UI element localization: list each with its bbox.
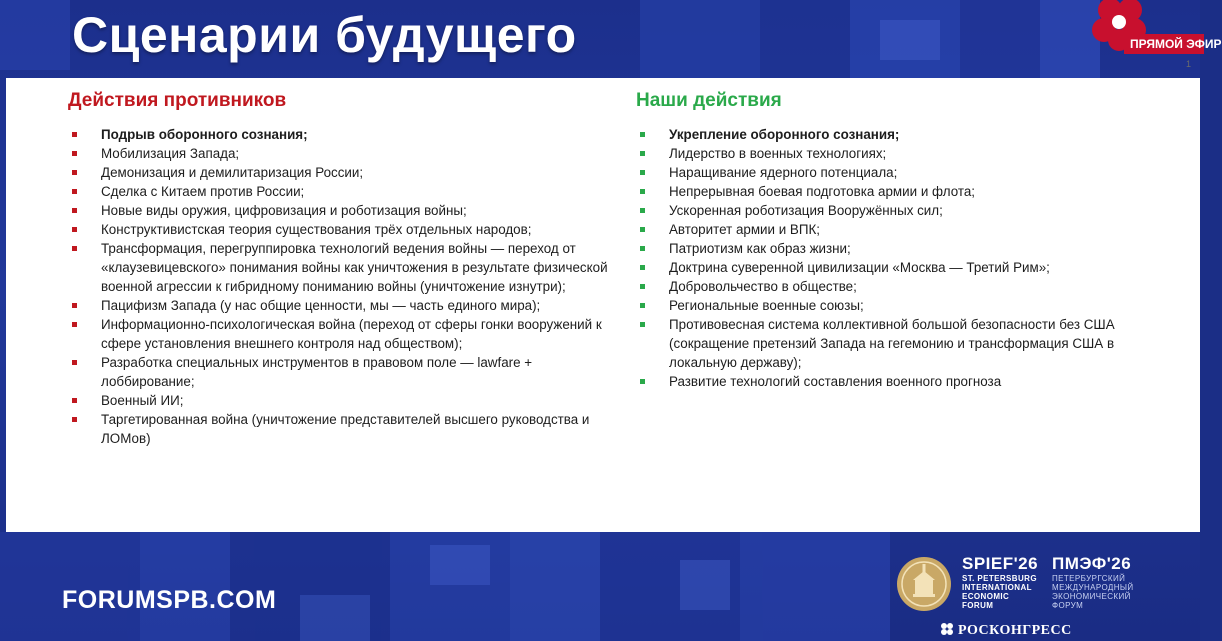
- live-broadcast-logo: [1088, 0, 1222, 56]
- list-item: Сделка с Китаем против России;: [68, 182, 608, 201]
- list-item: Подрыв оборонного сознания;: [68, 125, 608, 144]
- list-item: Конструктивистская теория существования трёх отдельных народов;: [68, 220, 608, 239]
- spief-en-line: INTERNATIONAL: [962, 583, 1032, 592]
- list-item: Наращивание ядерного потенциала;: [636, 163, 1156, 182]
- list-item: Добровольчество в обществе;: [636, 277, 1156, 296]
- list-item: Противовесная система коллективной большой безопасности без США (сокращение претензий Запада на гегемонию и трансформация США в локальную державу);: [636, 315, 1156, 372]
- list-item: Пацифизм Запада (у нас общие ценности, мы — часть единого мира);: [68, 296, 608, 315]
- list-item: Трансформация, перегруппировка технологий ведения войны — переход от «клаузевицевского» понимания войны как уничтожения в результате физической военной агрессии к гибридному пониманию войны (уничтожение изнутри);: [68, 239, 608, 296]
- spief-en-title: SPIEF'26: [962, 554, 1039, 573]
- live-badge: ПРЯМОЙ ЭФИР: [1124, 34, 1204, 54]
- roscongress-icon: [940, 622, 954, 636]
- roscongress-label: РОСКОНГРЕСС: [958, 623, 1072, 638]
- list-item: Укрепление оборонного сознания;: [636, 125, 1156, 144]
- forum-emblem-icon: [896, 556, 952, 612]
- spief-en-line: ECONOMIC: [962, 592, 1010, 601]
- corner-number: 1: [1186, 59, 1192, 69]
- spief-ru-line: ЭКОНОМИЧЕСКИЙ: [1052, 592, 1131, 601]
- list-item: Информационно-психологическая война (переход от сферы гонки вооружений к сфере установления внешнего контроля над обществом);: [68, 315, 608, 353]
- list-item: Доктрина суверенной цивилизации «Москва — Третий Рим»;: [636, 258, 1156, 277]
- roscongress-logo: [940, 622, 1072, 639]
- list-item: Мобилизация Запада;: [68, 144, 608, 163]
- spief-en-logo: [962, 554, 1038, 610]
- list-item: Непрерывная боевая подготовка армии и флота;: [636, 182, 1156, 201]
- list-item: Развитие технологий составления военного прогноза: [636, 372, 1156, 391]
- list-item: Новые виды оружия, цифровизация и роботизация войны;: [68, 201, 608, 220]
- content-panel: [6, 78, 1200, 532]
- spief-ru-line: ПЕТЕРБУРГСКИЙ: [1052, 574, 1126, 583]
- spief-ru-logo: [1052, 554, 1134, 610]
- list-item: Патриотизм как образ жизни;: [636, 239, 1156, 258]
- opponents-column: [68, 90, 608, 448]
- list-item: Демонизация и демилитаризация России;: [68, 163, 608, 182]
- slide-title: Сценарии будущего: [72, 7, 577, 63]
- list-item: Таргетированная война (уничтожение представителей высшего руководства и ЛОМов): [68, 410, 608, 448]
- spief-ru-title: ПМЭФ'26: [1052, 554, 1132, 573]
- opponents-heading: Действия противников: [68, 90, 287, 111]
- spief-ru-line: ФОРУМ: [1052, 601, 1084, 610]
- list-item: Военный ИИ;: [68, 391, 608, 410]
- our-actions-list: [636, 125, 1156, 391]
- list-item: Авторитет армии и ВПК;: [636, 220, 1156, 239]
- forum-url: FORUMSPB.COM: [62, 586, 277, 614]
- our-actions-column: [636, 90, 1156, 391]
- list-item: Ускоренная роботизация Вооружённых сил;: [636, 201, 1156, 220]
- list-item: Разработка специальных инструментов в правовом поле — lawfare + лоббирование;: [68, 353, 608, 391]
- list-item: Лидерство в военных технологиях;: [636, 144, 1156, 163]
- spief-en-line: ST. PETERSBURG: [962, 574, 1037, 583]
- our-actions-heading: Наши действия: [636, 90, 782, 111]
- spief-en-line: FORUM: [962, 601, 994, 610]
- opponents-list: [68, 125, 608, 448]
- spief-ru-line: МЕЖДУНАРОДНЫЙ: [1052, 583, 1134, 592]
- list-item: Региональные военные союзы;: [636, 296, 1156, 315]
